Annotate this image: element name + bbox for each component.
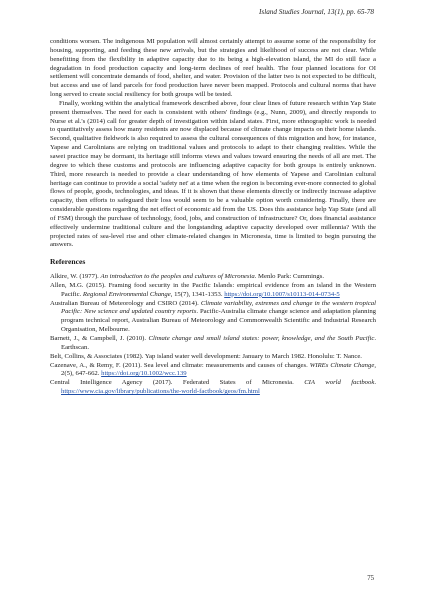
page-number: 75 — [367, 575, 374, 582]
reference-item — [50, 300, 376, 335]
reference-item — [50, 362, 376, 380]
references-list — [50, 273, 376, 397]
paragraph-2: Finally, working within the analytical framework described above, four clear lines of future research within Yap State present themselves. The need for each is consistent with others' findings (e.g., Nunn, 2009), and directly responds to Nurse et al.'s (2014) call for greater depth of investigation within island states. First, more ethnographic work is needed to quantitatively assess how many residents are now displaced because of climate change impacts on their home islands. Second, qualitative fieldwork is also required to assess the cultural consequences of this migration and how, for instance, Yapese and Carolinians are relying on traditional values and protocols to adapt to their changing realities. While the sawei practice may be dormant, its heritage still informs views and values toward ensuring the needs of all are met. The degree to which these customs and protocols are influencing adaptive capacity for both groups is entirely unknown. Third, more research is needed to provide a clear understanding of how elements of Yapese and Carolinian cultural heritage can continue to provide a social 'safety net' at a time when the region is becoming ever-more connected to global flows of people, goods, technologies, and ideas. If it is shown that these elements directly or indirectly increase adaptive capacity, then efforts to safeguard their loss would seem to be a valuable option worth considering. Finally, there are considerable questions regarding the net effect of economic aid from the US. Does this assistance help Yap State (and all of FSM) through the purchase of technology, food, jobs, and construction of infrastructure? Or, does financial assistance effectively undermine traditional culture and the longstanding adaptive capacity developed over millennia? With the projected rates of sea-level rise and other climate-related changes in Micronesia, time is limited to begin pursuing the answers. — [50, 99, 376, 249]
reference-details: . Menlo Park: Cummings. — [254, 273, 324, 281]
reference-title: Climate variability, extremes and change in the western tropical Pacific: New science and updated country reports — [61, 299, 376, 316]
reference-text: Barnett, J., & Campbell, J. (2010). — [50, 335, 149, 342]
reference-text: Belt, Collins, & Associates (1982). Yap island water well development: January to March 1982. Honolulu: T. Nance. — [50, 352, 362, 360]
reference-details: . Earthscan. — [61, 335, 376, 351]
reference-details: . Pacific-Australia climate change science and adaptation planning program technical report, Australian Bureau of Meteorology and Commonwealth Scientific and Industrial Research Organisation, Melbourne. — [61, 308, 377, 334]
reference-item — [50, 353, 376, 362]
reference-title: Climate change and small island states: power, knowledge, and the South Pacific — [148, 335, 375, 342]
reference-link[interactable]: https://doi.org/10.1002/wcc.139 — [101, 370, 187, 378]
reference-details: , 2(5), 647-662. — [61, 361, 376, 378]
reference-text: Allen, M.G. (2015). Framing food security in the Pacific Islands: empirical evidence from an island in the Western Pacific. — [50, 281, 376, 298]
reference-link[interactable]: https://www.cia.gov/library/publications/the-world-factbook/geos/fm.html — [61, 388, 260, 396]
reference-title: An introduction to the peoples and cultures of Micronesia — [100, 273, 255, 281]
reference-text: Cazenave, A., & Remy, F. (2011). Sea level and climate: measurements and causes of changes. — [50, 361, 310, 369]
reference-item — [50, 282, 376, 300]
reference-title: CIA world factbook — [304, 379, 375, 387]
reference-details: . — [374, 379, 376, 387]
reference-text: Alkire, W. (1977). — [50, 273, 101, 281]
reference-title: WIREs Climate Change — [309, 361, 375, 369]
references-heading: References — [50, 257, 86, 267]
reference-text: Central Intelligence Agency (2017). Federated States of Micronesia. — [50, 379, 305, 387]
reference-item — [50, 379, 376, 397]
running-header: Island Studies Journal, 13(1), pp. 65-78 — [259, 8, 374, 16]
reference-item — [50, 335, 376, 353]
reference-link[interactable]: https://doi.org/10.1007/s10113-014-0734-5 — [224, 290, 340, 298]
reference-details: , 15(7), 1341-1353. — [170, 290, 223, 298]
paragraph-1: conditions worsen. The indigenous MI population will almost certainly attempt to assume some of the responsibility for housing, supporting, and feeding these new arrivals, but the strategies and likelihood of success are not clear. While benefitting from the flexibility in adaptive capacity due to its being a high-elevation island, the MI do still face a degradation in food production capacity and long-term declines of reef health. The four planned locations for OI settlement will concentrate demands of food, shelter, and water. Provision of the latter two is not expected to be difficult, but access and use of land parcels for food production have never been mapped. Protocols and cultural norms that have long served to create social resiliency for both groups will be tested. — [50, 38, 376, 99]
page-content — [50, 38, 376, 397]
reference-item — [50, 273, 376, 282]
reference-text: Australian Bureau of Meteorology and CSIRO (2014). — [50, 299, 201, 307]
reference-title: Regional Environmental Change — [82, 290, 171, 298]
